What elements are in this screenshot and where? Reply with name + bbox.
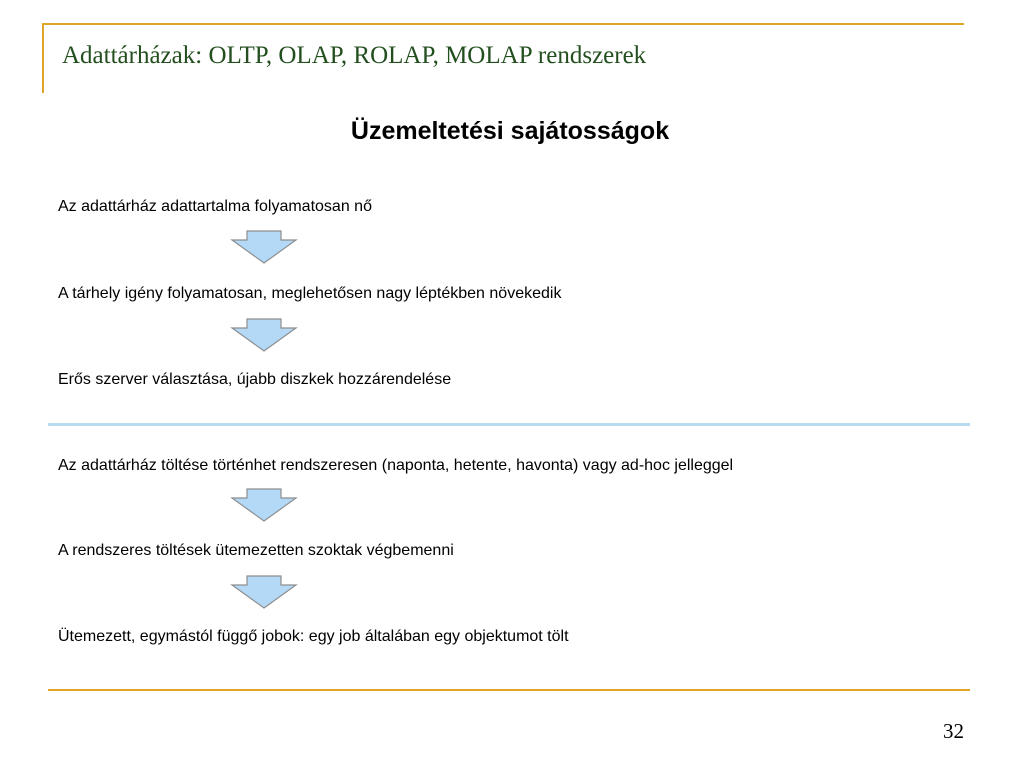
- group2-line-2: A rendszeres töltések ütemezetten szoktak végbemenni: [58, 542, 454, 559]
- group2-line-3: Ütemezett, egymástól függő jobok: egy job általában egy objektumot tölt: [58, 628, 569, 645]
- slide-title: Adattárházak: OLTP, OLAP, ROLAP, MOLAP rendszerek: [62, 42, 647, 69]
- group1-line-2: A tárhely igény folyamatosan, meglehetősen nagy léptékben növekedik: [58, 285, 562, 302]
- title-frame-left-line: [42, 23, 44, 93]
- group1-line-3: Erős szerver választása, újabb diszkek hozzárendelése: [58, 371, 452, 388]
- down-arrow-icon: [230, 488, 298, 522]
- section-heading: Üzemeltetési sajátosságok: [350, 117, 670, 145]
- group1-line-1: Az adattárház adattartalma folyamatosan nő: [58, 198, 372, 215]
- down-arrow-icon: [230, 318, 298, 352]
- down-arrow-icon: [230, 230, 298, 264]
- page-number: 32: [943, 719, 964, 743]
- footer-divider: [48, 689, 970, 691]
- title-frame-top-line: [42, 23, 964, 25]
- group2-line-1: Az adattárház töltése történhet rendszeresen (naponta, hetente, havonta) vagy ad-hoc jelleggel: [58, 457, 734, 474]
- section-divider: [48, 423, 970, 426]
- down-arrow-icon: [230, 575, 298, 609]
